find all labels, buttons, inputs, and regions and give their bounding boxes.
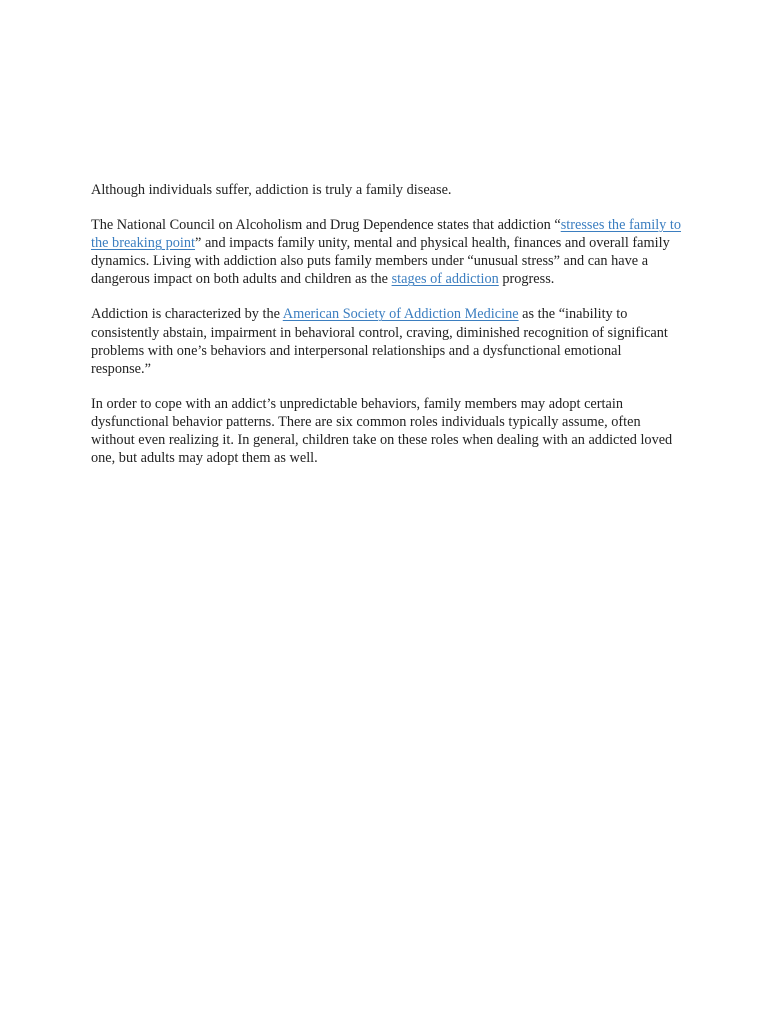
paragraph-coping-roles [91, 395, 683, 467]
link-stages-of-addiction[interactable]: stages of addiction [391, 271, 499, 288]
paragraph-text: Although individuals suffer, addiction is truly a family disease. [91, 182, 452, 198]
paragraph-text-middle: ” and impacts family unity, mental and physical health, finances and overall family dynamics. Living with addiction also puts family members under “unusual stress” and can have a dangerous impact on both adults and children as the [91, 235, 670, 288]
paragraph-text-lead: The National Council on Alcoholism and Drug Dependence states that addiction “ [91, 217, 561, 234]
article-body [91, 181, 683, 484]
paragraph-family-disease [91, 181, 683, 199]
paragraph-text-tail: progress. [498, 271, 555, 288]
paragraph-text-lead: Addiction is characterized by the [91, 306, 283, 323]
link-stresses-family[interactable]: stresses the family to the breaking point [91, 217, 682, 252]
link-asam[interactable]: American Society of Addiction Medicine [282, 306, 519, 323]
paragraph-asam-definition [91, 305, 683, 377]
paragraph-national-council [91, 216, 683, 288]
paragraph-text-tail: as the “inability to consistently abstain, impairment in behavioral control, craving, diminished recognition of significant problems with one’s behaviors and interpersonal relationships and a dysfunctional emotional response.” [91, 306, 668, 377]
paragraph-text: In order to cope with an addict’s unpredictable behaviors, family members may adopt certain dysfunctional behavior patterns. There are six common roles individuals typically assume, often without even realizing it. In general, children take on these roles when dealing with an addicted loved one, but adults may adopt them as well. [91, 395, 673, 467]
